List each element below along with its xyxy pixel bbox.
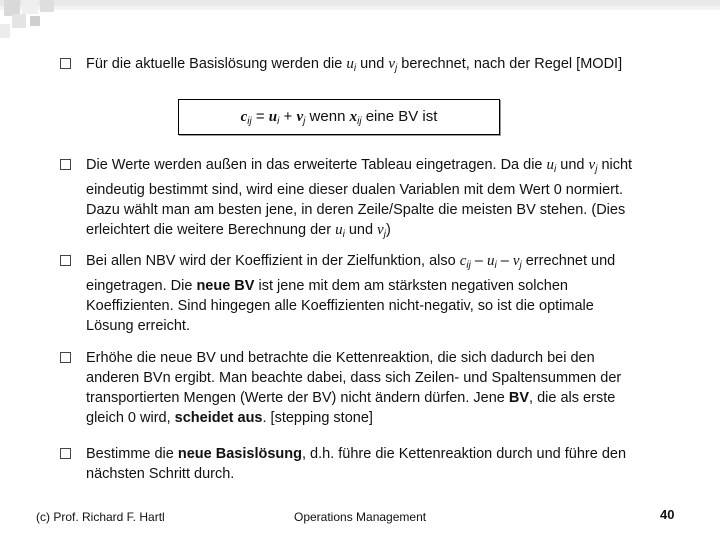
formula-box [178,99,500,135]
footer-course: Operations Management [294,510,427,524]
bullet-5-text: Bestimme die neue Basislösung, d.h. führe die Kettenreaktion durch und führe den nächsten Schritt durch. [86,446,627,482]
bullet-1 [60,54,640,79]
bullet-5 [60,444,640,484]
page-number: 40 [660,507,675,522]
formula-text: $c_{ij} = u_i + v_j$ wenn $x_{ij}$ eine BV ist [240,107,438,127]
bullet-4 [60,348,640,428]
bullet-2-text: Die Werte werden außen in das erweiterte Tableau eingetragen. Da die $u_i$ und $v_j$ nicht eindeutig bestimmt sind, wird eine dieser dualen Variablen mit dem Wert 0 normiert. Dazu wählt man am besten jene, in deren Zeile/Spalte die meisten BV stehen. (Dies erleichtert die weitere Berechnung der $u_i$ und $v_j$) [86,157,633,240]
bullet-1-text: Für die aktuelle Basislösung werden die $u_i$ und $v_j$ berechnet, nach der Regel [MODI] [86,56,623,74]
bullet-square-icon [60,352,71,363]
bullet-3 [60,251,640,336]
bullet-square-icon [60,448,71,459]
bullet-4-text: Erhöhe die neue BV und betrachte die Kettenreaktion, die sich dadurch bei den anderen BVn ergibt. Man beachte dabei, dass sich Zeilen- und Spaltensummen der transportierten Mengen (Werte der BV) nicht ändern dürfen. Jene BV, die als erste gleich 0 wird, scheidet aus. [stepping stone] [86,350,622,426]
bullet-square-icon [60,58,71,69]
bullet-2 [60,155,640,245]
header-decoration [0,0,720,44]
bullet-3-text: Bei allen NBV wird der Koeffizient in der Zielfunktion, also $c_{ij} - u_i - v_j$ errechnet und eingetragen. Die neue BV ist jene mit dem am stärksten negativen solchen Koeffizienten. Sind hingegen alle Koeffizienten nicht-negativ, so ist die optimale Lösung erreicht. [86,253,616,334]
bullet-square-icon [60,159,71,170]
bullet-square-icon [60,255,71,266]
footer-author: (c) Prof. Richard F. Hartl [36,510,165,524]
